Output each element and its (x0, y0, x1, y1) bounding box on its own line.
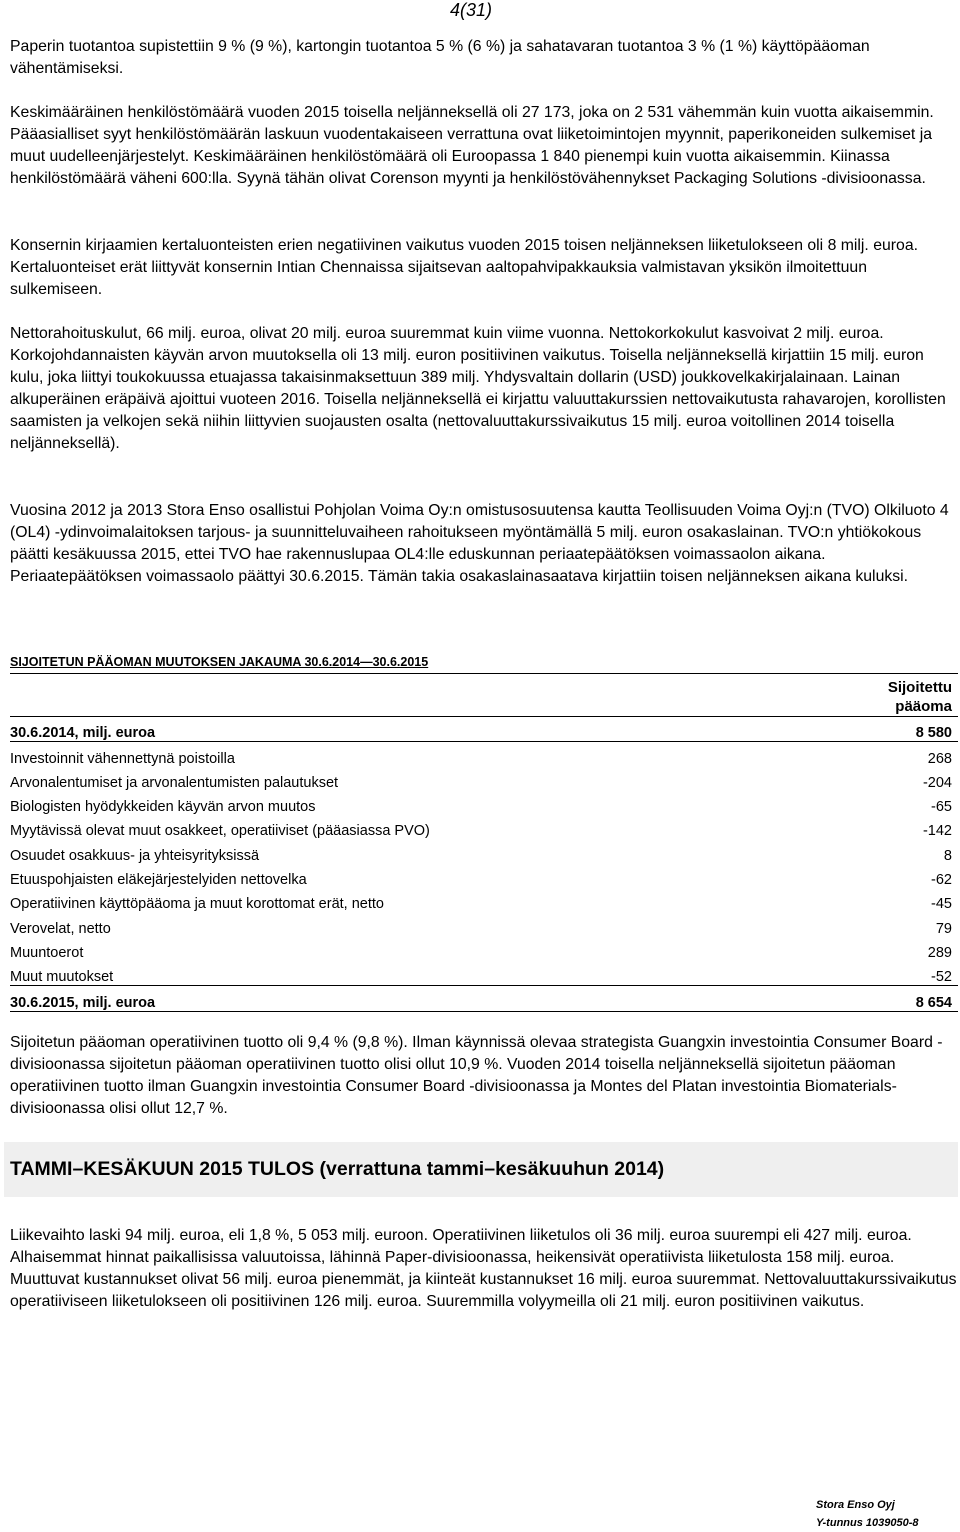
row-value: 8 654 (822, 986, 958, 1011)
table-row (10, 864, 958, 888)
row-label: 30.6.2014, milj. euroa (10, 717, 822, 742)
row-label: Muut muutokset (10, 969, 114, 986)
row-value: -204 (922, 774, 952, 791)
paragraph-one-off-items: Konsernin kirjaamien kertaluonteisten erien negatiivinen vaikutus vuoden 2015 toisen neljänneksen liiketulokseen oli 8 milj. euroa. Kertaluonteiset erät liittyvät konsernin Intian Chennaissa sijaitsevan aaltopahvipakkauksia valmistavan yksikön ilmoitettuun sulkemiseen. (10, 237, 918, 298)
paragraph-financial-costs: Nettorahoituskulut, 66 milj. euroa, olivat 20 milj. euroa suuremmat kuin viime vuonna. Nettokorkokulut kasvoivat 2 milj. euroa. Korkojohdannaisten käyvän arvon muutoksella oli 13 milj. euron positiivinen vaikutus. Toisella neljänneksellä kirjattiin 15 milj. euron kulu, joka liittyi toukokuussa etuajassa takaisinmaksettuun 389 milj. Yhdysvaltain dollarin (USD) joukkovelkakirjalainaan. Lainan alkuperäinen eräpäivä ajoittui vuoteen 2016. Toisella neljänneksellä ei kirjattu valuuttakurssien nettovaikutusta rahavarojen, korollisten saamisten ja velkojen sekä niihin liittyvien suojausten osalta (nettovaluuttakurssivaikutus 15 milj. euroa voitollinen 2014 toisella neljänneksellä). (10, 325, 946, 452)
section-heading: TAMMI–KESÄKUUN 2015 TULOS (verrattuna tammi–kesäkuuhun 2014) (10, 1158, 665, 1180)
row-label: Muuntoerot (10, 944, 84, 961)
row-value: -62 (931, 872, 952, 889)
table-row (10, 937, 958, 961)
row-label: Investoinnit vähennettynä poistoilla (10, 742, 822, 767)
footer (816, 1496, 919, 1532)
row-value: 8 580 (822, 717, 958, 742)
page-number: 4(31) (450, 0, 493, 20)
row-label: Operatiivinen käyttöpääoma ja muut korottomat erät, netto (10, 896, 384, 913)
row-value: -45 (931, 896, 952, 913)
table-row-closing-balance (10, 986, 958, 1011)
table-row (10, 888, 958, 912)
footer-business-id: Y-tunnus 1039050-8 (816, 1517, 919, 1529)
table-row (10, 767, 958, 791)
footer-company-name: Stora Enso Oyj (816, 1499, 895, 1511)
paragraph-personnel: Keskimääräinen henkilöstömäärä vuoden 2015 toisella neljänneksellä oli 27 173, joka on 2 531 vähemmän kuin vuotta aikaisemmin. Pääasialliset syyt henkilöstömäärän laskuun vuodentakaiseen verrattuna ovat liiketoimintojen myynnit, paperikoneiden sulkemiset ja muut uudelleenjärjestelyt. Keskimääräinen henkilöstömäärä oli Euroopassa 1 840 pienempi kuin vuotta aikaisemmin. Kiinassa henkilöstömäärä väheni 600:lla. Syynä tähän olivat Corenson myynti ja henkilöstövähennykset Packaging Solutions -divisioonassa. (10, 104, 934, 187)
row-label: Myytävissä olevat muut osakkeet, operatiiviset (pääasiassa PVO) (10, 823, 430, 840)
table-row (10, 815, 958, 839)
table-title: SIJOITETUN PÄÄOMAN MUUTOKSEN JAKAUMA 30.6.2014—30.6.2015 (10, 655, 429, 669)
row-label: Biologisten hyödykkeiden käyvän arvon muutos (10, 799, 316, 816)
table-row (10, 839, 958, 863)
paragraph-production-cuts: Paperin tuotantoa supistettiin 9 % (9 %), kartongin tuotantoa 5 % (6 %) ja sahatavaran tuotantoa 3 % (1 %) käyttöpääoman vähentämiseksi. (10, 38, 870, 77)
row-value: 8 (943, 847, 952, 864)
table-row (10, 961, 958, 986)
row-value: -52 (931, 969, 952, 986)
row-value: -65 (931, 799, 952, 816)
paragraph-tvo-loan: Vuosina 2012 ja 2013 Stora Enso osallistui Pohjolan Voima Oy:n omistusosuutensa kautta Teollisuuden Voima Oyj:n (TVO) Olkiluoto 4 (OL4) -ydinvoimalaitoksen tarjous- ja suunnitteluvaiheen rahoitukseen myöntämällä 5 milj. euron osakaslainan. TVO:n yhtiökokous päätti kesäkuussa 2015, ettei TVO hae rakennuslupaa OL4:lle eduskunnan periaatepäätöksen voimassaolon aikana. Periaatepäätöksen voimassaolo päättyi 30.6.2015. Tämän takia osakaslainasaatava kirjattiin toisen neljänneksen aikana kuluksi. (10, 502, 949, 585)
row-value: 268 (822, 742, 958, 767)
paragraph-roce: Sijoitetun pääoman operatiivinen tuotto oli 9,4 % (9,8 %). Ilman käynnissä olevaa strategista Guangxin investointia Consumer Board -divisioonassa sijoitetun pääoman operatiivinen tuotto olisi ollut 10,9 %. Vuoden 2014 toisella neljänneksellä sijoitetun pääoman operatiivinen tuotto ilman Guangxin investointia Consumer Board -divisioonassa ja Montes del Platan investointia Biomaterials-divisioonassa olisi ollut 12,7 %. (10, 1034, 943, 1117)
table-row-opening-balance (10, 717, 958, 742)
table-header-row (10, 674, 958, 717)
row-value: 289 (927, 944, 952, 961)
column-header-capital-employed: Sijoitettu pääoma (822, 674, 958, 717)
row-label: Arvonalentumiset ja arvonalentumisten palautukset (10, 774, 339, 791)
table-row (10, 791, 958, 815)
row-label: 30.6.2015, milj. euroa (10, 986, 822, 1011)
row-value: -142 (922, 823, 952, 840)
paragraph-half-year-result: Liikevaihto laski 94 milj. euroa, eli 1,8 %, 5 053 milj. euroon. Operatiivinen liiketulos oli 36 milj. euroa suurempi eli 427 milj. euroa. Alhaisemmat hinnat paikallisissa valuutoissa, lähinnä Paper-divisioonassa, heikensivät operatiivista liiketulosta 158 milj. euroa. Muuttuvat kustannukset olivat 56 milj. euroa pienemmät, ja kiinteät kustannukset 16 milj. euroa suuremmat. Nettovaluuttakurssivaikutus operatiiviseen liiketulokseen oli positiivinen 126 milj. euroa. Suuremmilla volyymeilla oli 21 milj. euron positiivinen vaikutus. (10, 1227, 957, 1310)
row-value: 79 (935, 920, 952, 937)
table-row (10, 912, 958, 936)
capital-employed-table (10, 673, 958, 1012)
row-label: Osuudet osakkuus- ja yhteisyrityksissä (10, 847, 260, 864)
table-row (10, 742, 958, 767)
row-label: Etuuspohjaisten eläkejärjestelyiden nettovelka (10, 872, 307, 889)
row-label: Verovelat, netto (10, 920, 111, 937)
